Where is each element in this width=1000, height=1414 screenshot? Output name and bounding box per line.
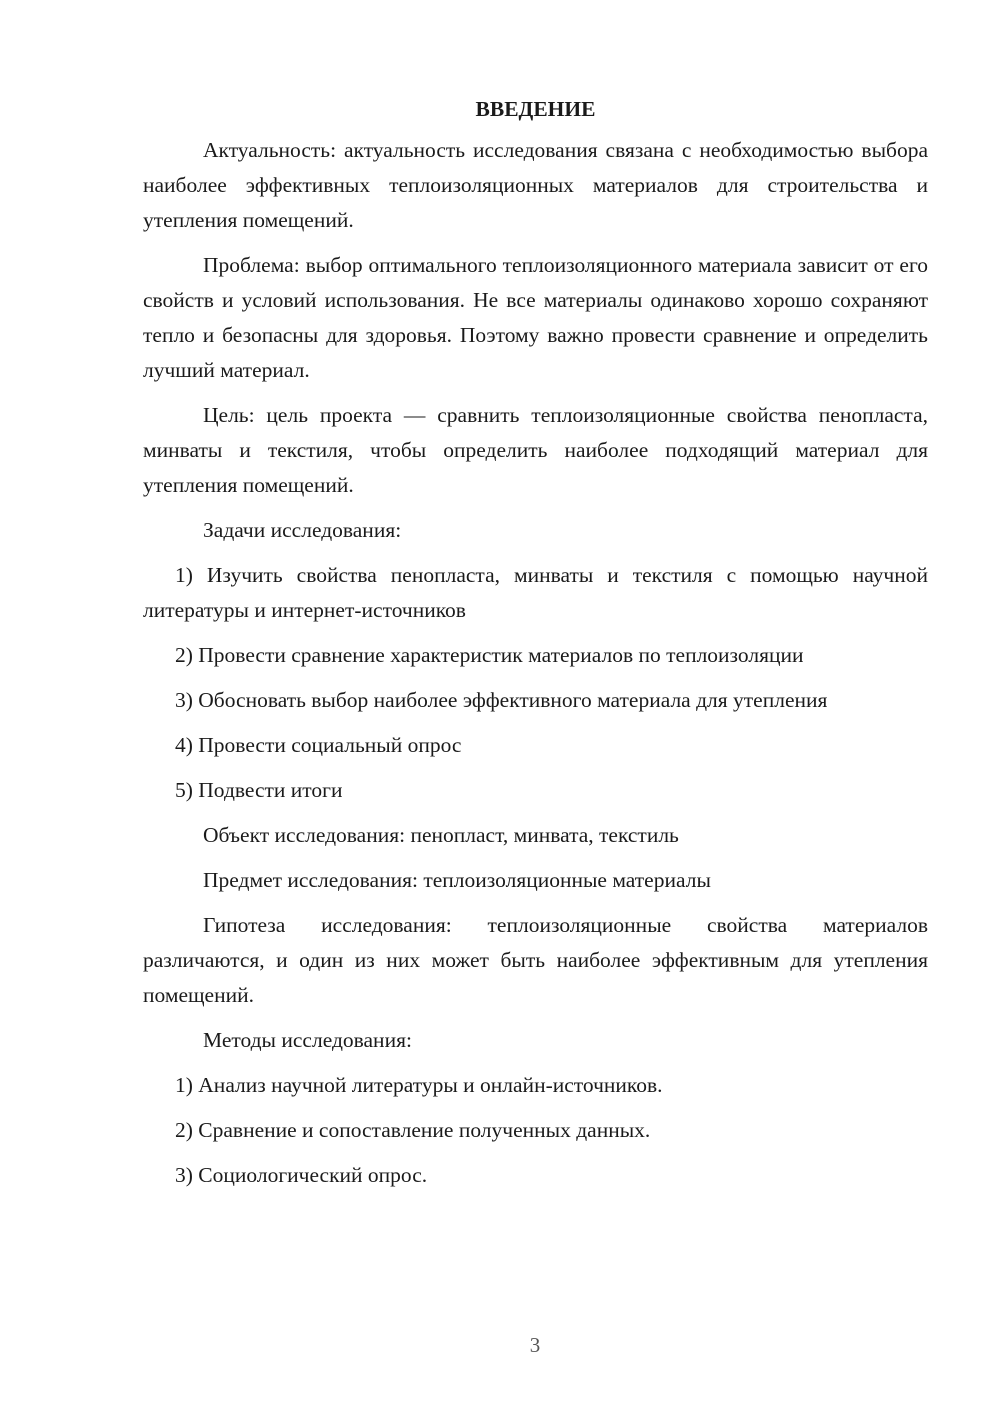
object-line: Объект исследования: пенопласт, минвата, текстиль xyxy=(203,823,679,847)
method-item: 3) Социологический опрос. xyxy=(175,1163,428,1187)
section-title: ВВЕДЕНИЕ xyxy=(475,97,596,121)
method-item: 2) Сравнение и сопоставление полученных данных. xyxy=(175,1118,651,1142)
task-item: 3) Обосновать выбор наиболее эффективного материала для утепления xyxy=(175,688,828,712)
methods-heading: Методы исследования: xyxy=(203,1028,412,1052)
hypothesis-paragraph: Гипотеза исследования: теплоизоляционные свойства материалов различаются, и один из них может быть наиболее эффективным для утепления помещений. xyxy=(143,913,928,1007)
task-item: 2) Провести сравнение характеристик материалов по теплоизоляции xyxy=(175,643,804,667)
task-item: 5) Подвести итоги xyxy=(175,778,343,802)
tasks-heading: Задачи исследования: xyxy=(203,518,402,542)
page-number: 3 xyxy=(529,1333,541,1357)
task-item: 4) Провести социальный опрос xyxy=(175,733,462,757)
subject-line: Предмет исследования: теплоизоляционные материалы xyxy=(203,868,711,892)
goal-paragraph: Цель: цель проекта — сравнить теплоизоляционные свойства пенопласта, минваты и текстиля, чтобы определить наиболее подходящий материал для утепления помещений. xyxy=(143,403,928,497)
task-item: 1) Изучить свойства пенопласта, минваты и текстиля с помощью научной литературы и интернет-источников xyxy=(143,563,928,622)
method-item: 1) Анализ научной литературы и онлайн-источников. xyxy=(175,1073,663,1097)
relevance-paragraph: Актуальность: актуальность исследования связана с необходимостью выбора наиболее эффективных теплоизоляционных материалов для строительства и утепления помещений. xyxy=(143,138,928,232)
document-page xyxy=(143,92,928,1203)
problem-paragraph: Проблема: выбор оптимального теплоизоляционного материала зависит от его свойств и условий использования. Не все материалы одинаково хорошо сохраняют тепло и безопасны для здоровья. Поэтому важно провести сравнение и определить лучший материал. xyxy=(143,253,928,382)
